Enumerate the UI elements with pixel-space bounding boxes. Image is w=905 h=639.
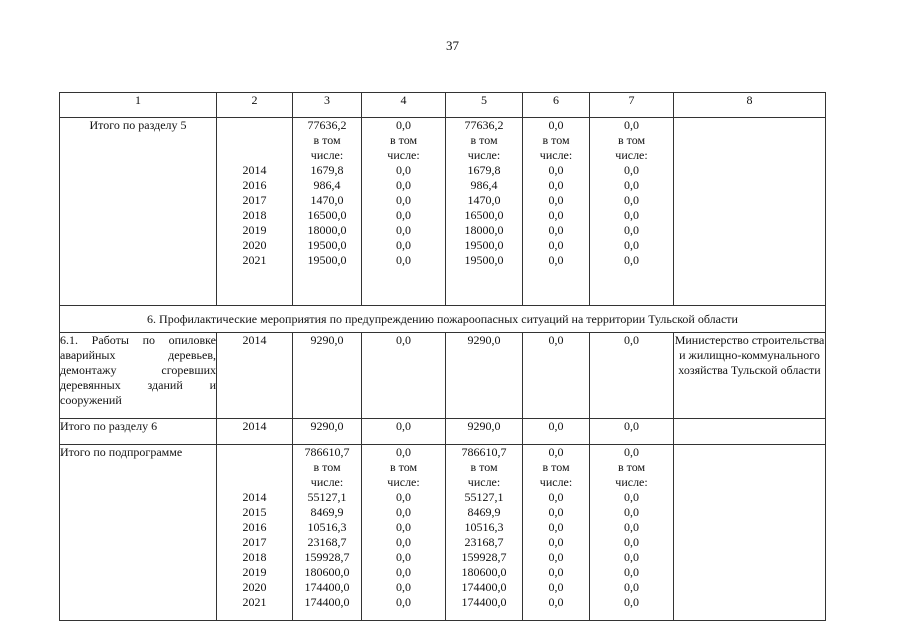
cell-line: 0,0 [624, 550, 639, 564]
row-label: 6.1. Работы по опиловке аварийных деревьев, демонтажу сгоревших деревянных зданий и сооружений [60, 333, 217, 419]
cell-line: 0,0 [396, 535, 411, 549]
cell-line: 174400,0 [461, 595, 507, 609]
cell-line: 0,0 [548, 580, 564, 594]
cell-line: 2018 [242, 208, 267, 222]
cell-line: в том [542, 133, 570, 147]
spacer [217, 460, 292, 475]
cell-line: 2017 [242, 193, 267, 207]
item-61-row [60, 333, 826, 419]
cell-line: 0,0 [396, 520, 411, 534]
cell-line: в том [470, 133, 498, 147]
cell-line: 0,0 [624, 520, 639, 534]
header-cell: 5 [446, 93, 523, 118]
section6-title-row [60, 306, 826, 333]
value-cell: 0,0 [590, 419, 674, 445]
cell-line: 0,0 [548, 163, 564, 177]
cell-line: в том [313, 133, 341, 147]
cell-line: 0,0 [624, 163, 639, 177]
cell-line: 0,0 [624, 118, 639, 132]
section5-total-row [60, 118, 826, 306]
cell-line: 0,0 [396, 565, 411, 579]
cell-line: 0,0 [624, 505, 639, 519]
cell-line: числе: [310, 148, 344, 162]
cell-line: 0,0 [548, 223, 564, 237]
cell-line: 19500,0 [307, 238, 347, 252]
cell-line: 0,0 [396, 253, 411, 267]
cell-line: числе: [615, 148, 648, 162]
spacer [217, 148, 292, 163]
responsible-cell: Министерство строительства и жилищно-коммунального хозяйства Тульской области [674, 333, 826, 419]
header-cell: 3 [293, 93, 362, 118]
cell-line: 180600,0 [304, 565, 350, 579]
cell-line: числе: [539, 148, 573, 162]
cell-line: 10516,3 [464, 520, 504, 534]
year-cell: 2014 [217, 333, 293, 419]
header-cell: 1 [60, 93, 217, 118]
cell-line: 77636,2 [307, 118, 347, 132]
cell-line: 2014 [242, 163, 267, 177]
value-column [362, 445, 446, 621]
cell-line: 786610,7 [304, 445, 350, 459]
subprogram-total-row [60, 445, 826, 621]
header-row [60, 93, 826, 118]
cell-line: в том [470, 460, 498, 474]
cell-line: 0,0 [396, 550, 411, 564]
responsible-cell [674, 419, 826, 445]
cell-line: 0,0 [624, 445, 639, 459]
header-cell: 4 [362, 93, 446, 118]
cell-line: 0,0 [396, 118, 411, 132]
cell-line: в том [617, 460, 646, 474]
cell-line: в том [313, 460, 341, 474]
header-cell: 8 [674, 93, 826, 118]
cell-line: 0,0 [624, 178, 639, 192]
cell-line: 0,0 [396, 580, 411, 594]
cell-line: 2021 [242, 253, 267, 267]
cell-line: 0,0 [548, 490, 564, 504]
cell-line: числе: [310, 475, 344, 489]
cell-line: 1679,8 [467, 163, 501, 177]
cell-line: 159928,7 [461, 550, 507, 564]
year-cell: 2014 [217, 419, 293, 445]
cell-line: 0,0 [396, 163, 411, 177]
value-cell: 0,0 [362, 419, 446, 445]
cell-line: числе: [615, 475, 648, 489]
value-column [523, 445, 590, 621]
cell-line: 55127,1 [307, 490, 347, 504]
cell-line: 174400,0 [304, 595, 350, 609]
responsible-cell [674, 445, 826, 621]
cell-line: 0,0 [396, 445, 411, 459]
value-cell: 0,0 [362, 333, 446, 419]
cell-line: 986,4 [470, 178, 498, 192]
cell-line: 10516,3 [307, 520, 347, 534]
cell-line: 0,0 [624, 238, 639, 252]
value-cell: 0,0 [523, 333, 590, 419]
value-column [523, 118, 590, 306]
header-cell: 7 [590, 93, 674, 118]
year-column [217, 118, 293, 306]
cell-line: 0,0 [548, 208, 564, 222]
cell-line: 2020 [242, 238, 267, 252]
value-column [590, 118, 674, 306]
cell-line: 0,0 [548, 253, 564, 267]
cell-line: 2018 [242, 550, 267, 564]
cell-line: 0,0 [548, 520, 564, 534]
cell-line: числе: [467, 148, 501, 162]
cell-line: 0,0 [624, 208, 639, 222]
cell-line: 2020 [242, 580, 267, 594]
row-label: Итого по разделу 6 [60, 419, 217, 445]
cell-line: 2016 [242, 520, 267, 534]
cell-line: 0,0 [396, 208, 411, 222]
cell-line: 19500,0 [307, 253, 347, 267]
cell-line: 2019 [242, 223, 267, 237]
cell-line: 174400,0 [461, 580, 507, 594]
cell-line: в том [389, 133, 418, 147]
cell-line: 0,0 [396, 193, 411, 207]
cell-line: 2019 [242, 565, 267, 579]
cell-line: 0,0 [548, 445, 564, 459]
cell-line: 0,0 [396, 595, 411, 609]
value-column [293, 445, 362, 621]
cell-line: 0,0 [624, 193, 639, 207]
page-number: 37 [446, 38, 459, 53]
cell-line: 18000,0 [464, 223, 504, 237]
budget-table [59, 92, 826, 621]
value-cell: 9290,0 [446, 333, 523, 419]
cell-line: 0,0 [548, 535, 564, 549]
cell-line: числе: [387, 475, 420, 489]
cell-line: 0,0 [548, 178, 564, 192]
cell-line: 0,0 [624, 253, 639, 267]
value-column [446, 118, 523, 306]
cell-line: 0,0 [624, 595, 639, 609]
year-column [217, 445, 293, 621]
value-column [362, 118, 446, 306]
cell-line: 0,0 [624, 580, 639, 594]
row-label: Итого по подпрограмме [60, 445, 217, 621]
cell-line: 18000,0 [307, 223, 347, 237]
cell-line: 2015 [242, 505, 267, 519]
header-cell: 2 [217, 93, 293, 118]
cell-line: 180600,0 [461, 565, 507, 579]
cell-line: 77636,2 [464, 118, 504, 132]
cell-line: 2014 [242, 490, 267, 504]
section6-total-row [60, 419, 826, 445]
cell-line: 23168,7 [307, 535, 347, 549]
cell-line: 986,4 [313, 178, 341, 192]
value-cell: 0,0 [523, 419, 590, 445]
cell-line: числе: [539, 475, 573, 489]
cell-line: 19500,0 [464, 253, 504, 267]
spacer [217, 118, 292, 133]
value-cell: 9290,0 [446, 419, 523, 445]
cell-line: 0,0 [548, 595, 564, 609]
value-column [293, 118, 362, 306]
cell-line: 0,0 [396, 238, 411, 252]
cell-line: 0,0 [396, 223, 411, 237]
cell-line: 8469,9 [467, 505, 501, 519]
value-cell: 0,0 [590, 333, 674, 419]
cell-line: числе: [387, 148, 420, 162]
cell-line: 19500,0 [464, 238, 504, 252]
cell-line: в том [617, 133, 646, 147]
cell-line: в том [389, 460, 418, 474]
cell-line: числе: [467, 475, 501, 489]
cell-line: 2016 [242, 178, 267, 192]
cell-line: 0,0 [548, 193, 564, 207]
cell-line: 1470,0 [310, 193, 344, 207]
spacer [217, 475, 292, 490]
cell-line: 0,0 [548, 238, 564, 252]
value-cell: 9290,0 [293, 419, 362, 445]
cell-line: 16500,0 [464, 208, 504, 222]
cell-line: 1470,0 [467, 193, 501, 207]
cell-line: 0,0 [624, 490, 639, 504]
spacer [217, 445, 292, 460]
cell-line: 2017 [242, 535, 267, 549]
cell-line: 1679,8 [310, 163, 344, 177]
responsible-cell [674, 118, 826, 306]
cell-line: 16500,0 [307, 208, 347, 222]
value-column [590, 445, 674, 621]
spacer [217, 133, 292, 148]
cell-line: 0,0 [624, 223, 639, 237]
cell-line: 23168,7 [464, 535, 504, 549]
header-cell: 6 [523, 93, 590, 118]
cell-line: 159928,7 [304, 550, 350, 564]
value-column [446, 445, 523, 621]
cell-line: 0,0 [548, 505, 564, 519]
cell-line: 0,0 [624, 535, 639, 549]
value-cell: 9290,0 [293, 333, 362, 419]
cell-line: 0,0 [624, 565, 639, 579]
cell-line: 55127,1 [464, 490, 504, 504]
cell-line: 0,0 [548, 550, 564, 564]
cell-line: 8469,9 [310, 505, 344, 519]
row-label: Итого по разделу 5 [60, 118, 217, 306]
cell-line: 786610,7 [461, 445, 507, 459]
cell-line: 2021 [242, 595, 267, 609]
cell-line: 0,0 [548, 565, 564, 579]
section-title: 6. Профилактические мероприятия по предупреждению пожароопасных ситуаций на территории Тульской области [60, 306, 826, 333]
cell-line: 0,0 [396, 505, 411, 519]
cell-line: 0,0 [396, 178, 411, 192]
cell-line: в том [542, 460, 570, 474]
cell-line: 0,0 [396, 490, 411, 504]
cell-line: 0,0 [548, 118, 564, 132]
cell-line: 174400,0 [304, 580, 350, 594]
